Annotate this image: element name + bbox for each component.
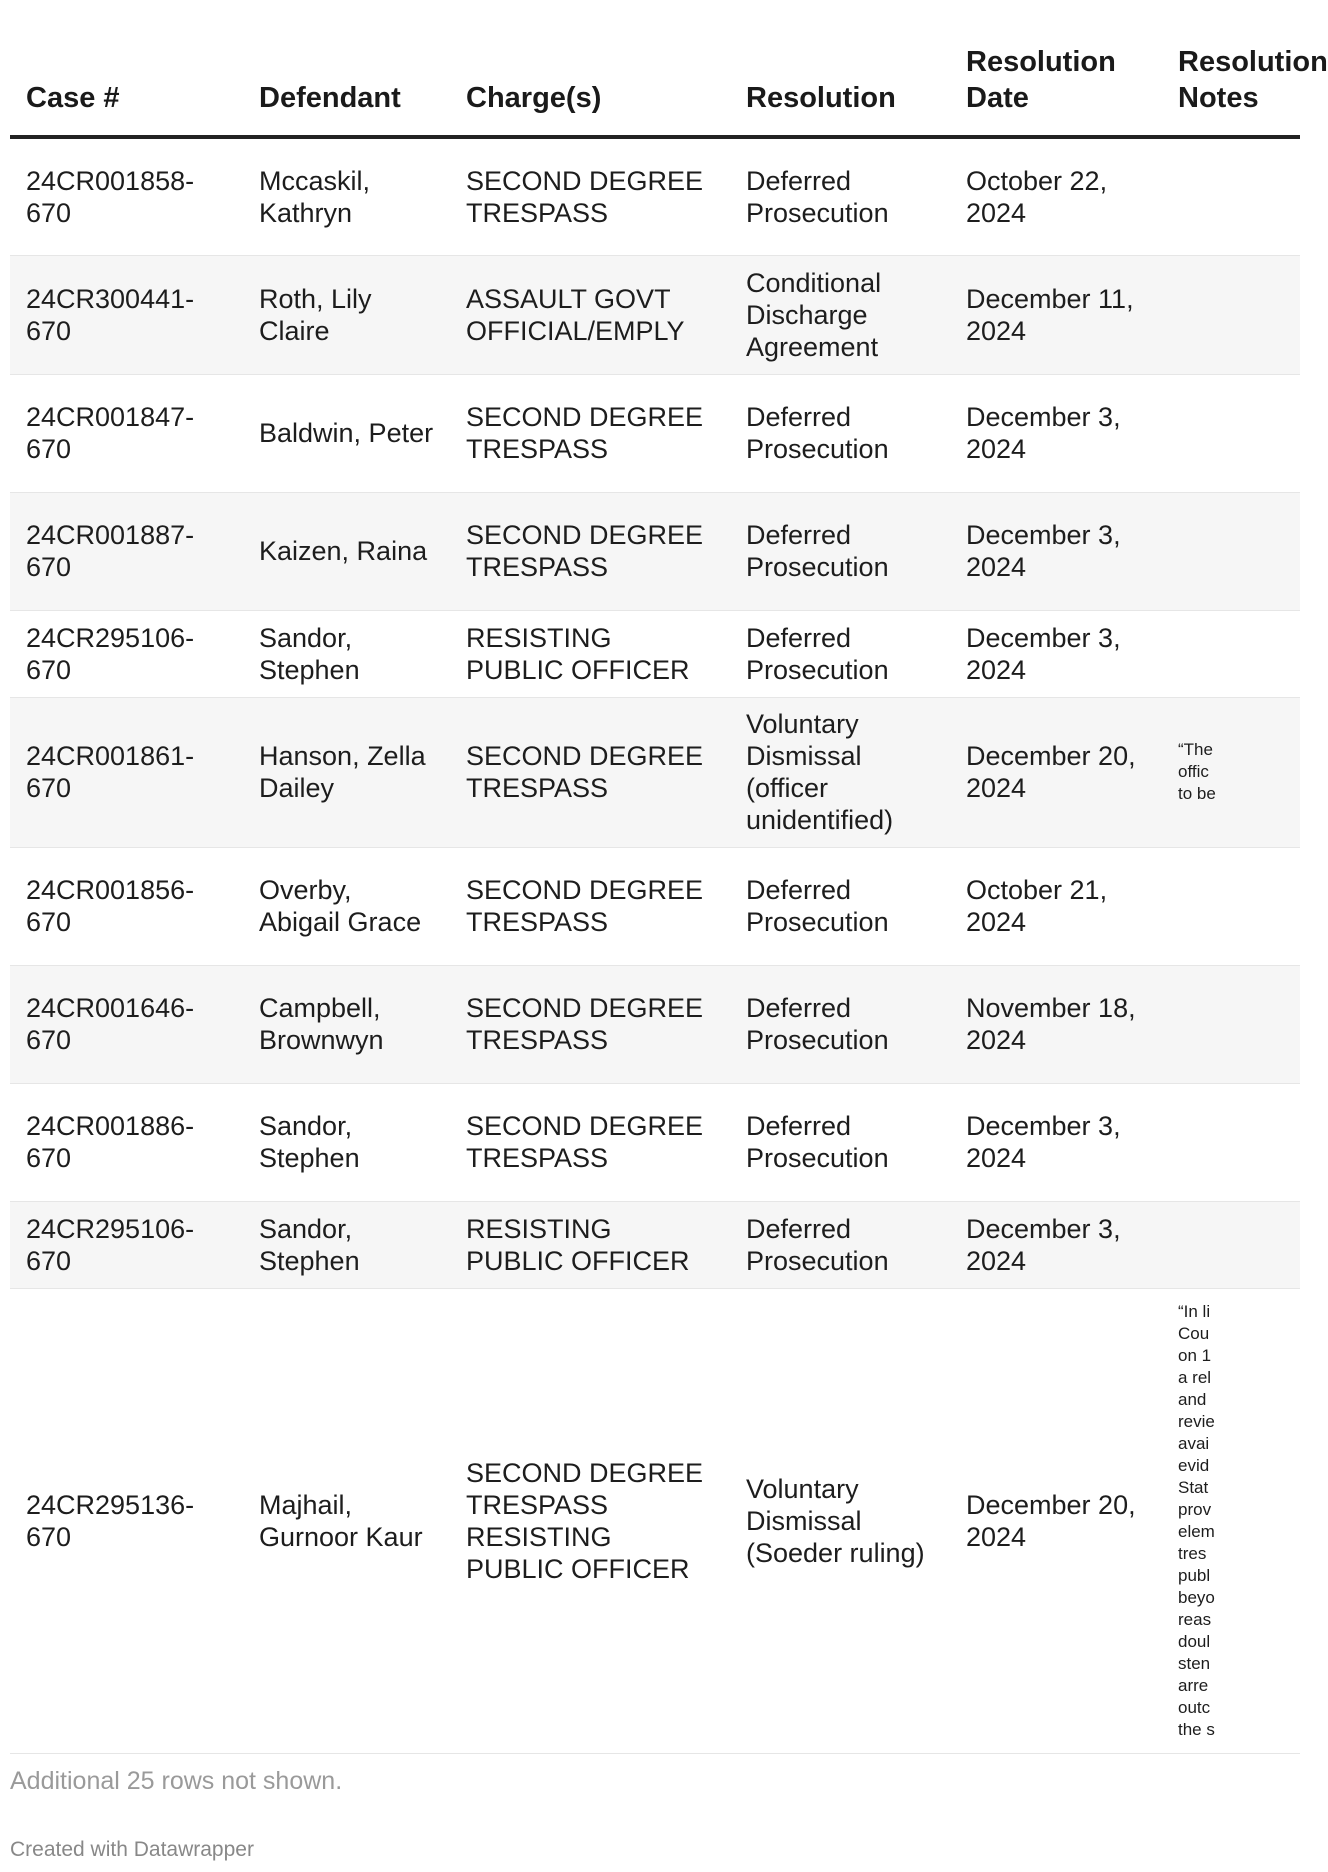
col-header-resolution-date[interactable]: [950, 0, 1162, 137]
cell-charges: RESISTING PUBLIC OFFICER: [450, 1201, 730, 1288]
col-header-resolution[interactable]: Resolution: [730, 0, 950, 137]
cell-notes: [1162, 847, 1300, 965]
cell-case: 24CR300441-670: [10, 255, 243, 374]
col-header-charges[interactable]: Charge(s): [450, 0, 730, 137]
cell-case: 24CR001847-670: [10, 374, 243, 492]
rows-hidden-note: Additional 25 rows not shown.: [10, 1767, 343, 1795]
cell-defendant: Sandor, Stephen: [243, 1201, 450, 1288]
cases-table: [10, 0, 1328, 1754]
table-row: [10, 255, 1300, 374]
cell-charges: SECOND DEGREE TRESPASS: [450, 1083, 730, 1201]
cell-case: 24CR295136-670: [10, 1288, 243, 1753]
note-text: “In li Cou on 1 a rel and revie avai evid Stat prov elem tres publ beyo reas doul sten arre outc the s: [1178, 1301, 1215, 1739]
cell-defendant: Sandor, Stephen: [243, 1083, 450, 1201]
cell-notes: [1162, 374, 1300, 492]
table-row: [10, 610, 1300, 697]
cell-resolution: Deferred Prosecution: [730, 610, 950, 697]
cell-date: December 3, 2024: [950, 610, 1162, 697]
cell-resolution: Deferred Prosecution: [730, 374, 950, 492]
cell-defendant: Sandor, Stephen: [243, 610, 450, 697]
cell-date: October 22, 2024: [950, 137, 1162, 255]
cell-charges: SECOND DEGREE TRESPASS: [450, 374, 730, 492]
table-row: [10, 374, 1300, 492]
cell-resolution: Deferred Prosecution: [730, 137, 950, 255]
table-row: [10, 1288, 1300, 1753]
col-header-resolution-notes[interactable]: [1162, 0, 1328, 137]
cell-date: December 3, 2024: [950, 1083, 1162, 1201]
table-row: [10, 1083, 1300, 1201]
col-header-resolution-date-label: Resolution Date: [966, 46, 1116, 114]
note-text: “The offic to be: [1178, 740, 1216, 803]
cell-defendant: Kaizen, Raina: [243, 492, 450, 610]
cell-date: December 20, 2024: [950, 1288, 1162, 1753]
cell-charges: ASSAULT GOVT OFFICIAL/EMPLY: [450, 255, 730, 374]
cell-case: 24CR001886-670: [10, 1083, 243, 1201]
cell-charges: SECOND DEGREE TRESPASS: [450, 492, 730, 610]
cell-case: 24CR001856-670: [10, 847, 243, 965]
cell-resolution: Deferred Prosecution: [730, 965, 950, 1083]
cell-resolution: Deferred Prosecution: [730, 1083, 950, 1201]
cell-date: December 3, 2024: [950, 1201, 1162, 1288]
cell-resolution: Voluntary Dismissal (Soeder ruling): [730, 1288, 950, 1753]
cell-case: 24CR295106-670: [10, 610, 243, 697]
cell-defendant: Roth, Lily Claire: [243, 255, 450, 374]
cell-date: December 20, 2024: [950, 697, 1162, 847]
cell-defendant: Hanson, Zella Dailey: [243, 697, 450, 847]
cell-notes: [1162, 610, 1300, 697]
col-header-case[interactable]: Case #: [10, 0, 243, 137]
cell-case: 24CR295106-670: [10, 1201, 243, 1288]
cell-defendant: Mccaskil, Kathryn: [243, 137, 450, 255]
table-row: [10, 1201, 1300, 1288]
cell-resolution: Deferred Prosecution: [730, 847, 950, 965]
cell-case: 24CR001887-670: [10, 492, 243, 610]
table-row: [10, 847, 1300, 965]
cell-notes: [1162, 255, 1300, 374]
cell-notes: [1162, 1083, 1300, 1201]
col-header-resolution-notes-label: Resolution Notes: [1178, 46, 1328, 114]
cell-notes: [1162, 697, 1300, 847]
cell-resolution: Conditional Discharge Agreement: [730, 255, 950, 374]
cell-date: December 3, 2024: [950, 492, 1162, 610]
cell-defendant: Majhail, Gurnoor Kaur: [243, 1288, 450, 1753]
table-row: [10, 697, 1300, 847]
cell-charges: SECOND DEGREE TRESPASS: [450, 965, 730, 1083]
cell-date: October 21, 2024: [950, 847, 1162, 965]
header-row: [10, 0, 1300, 137]
col-header-defendant[interactable]: Defendant: [243, 0, 450, 137]
table-viewport[interactable]: [10, 0, 1328, 1754]
cell-case: 24CR001858-670: [10, 137, 243, 255]
cell-charges: RESISTING PUBLIC OFFICER: [450, 610, 730, 697]
cell-defendant: Overby, Abigail Grace: [243, 847, 450, 965]
cell-defendant: Campbell, Brownwyn: [243, 965, 450, 1083]
datawrapper-credit-link[interactable]: Created with Datawrapper: [10, 1838, 254, 1861]
cell-date: December 3, 2024: [950, 374, 1162, 492]
cell-charges: SECOND DEGREE TRESPASS: [450, 697, 730, 847]
cell-notes: [1162, 1288, 1300, 1753]
cell-notes: [1162, 965, 1300, 1083]
table-row: [10, 965, 1300, 1083]
cell-charges: SECOND DEGREE TRESPASS RESISTING PUBLIC OFFICER: [450, 1288, 730, 1753]
cell-defendant: Baldwin, Peter: [243, 374, 450, 492]
cell-case: 24CR001646-670: [10, 965, 243, 1083]
cell-resolution: Deferred Prosecution: [730, 1201, 950, 1288]
cell-resolution: Voluntary Dismissal (officer unidentified): [730, 697, 950, 847]
table-row: [10, 492, 1300, 610]
cell-notes: [1162, 492, 1300, 610]
cell-notes: [1162, 137, 1300, 255]
cell-charges: SECOND DEGREE TRESPASS: [450, 137, 730, 255]
cell-charges: SECOND DEGREE TRESPASS: [450, 847, 730, 965]
cell-notes: [1162, 1201, 1300, 1288]
table-row: [10, 137, 1300, 255]
cell-date: December 11, 2024: [950, 255, 1162, 374]
cell-case: 24CR001861-670: [10, 697, 243, 847]
cell-resolution: Deferred Prosecution: [730, 492, 950, 610]
cell-date: November 18, 2024: [950, 965, 1162, 1083]
